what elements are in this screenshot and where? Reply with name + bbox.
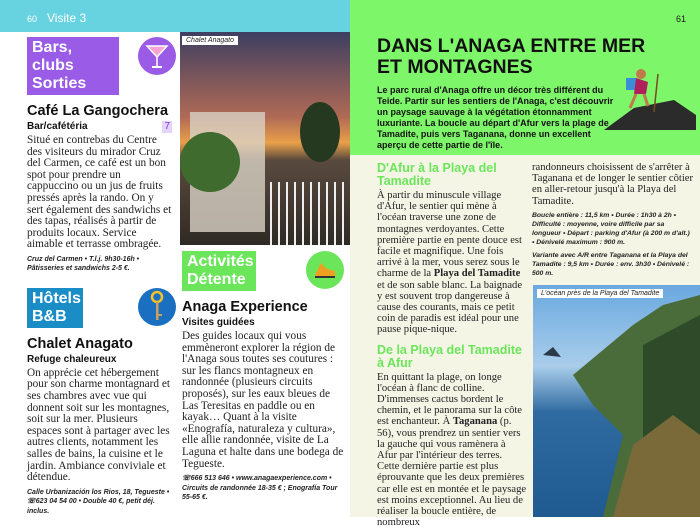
map-ref-badge: 7 [164,120,170,132]
page-number: 61 [676,14,687,24]
section-text [377,190,527,336]
hike-variant-info: Variante avec A/R entre Taganana et la Playa del Tamadite : 9,5 km • Durée : env. 3h30 • Dénivelé : 500 m. [532,251,690,277]
place-name: Taganana [452,416,498,428]
feature-intro: Le parc rural d'Anaga offre un décor très différent du Teide. Partir sur les sentiers de l'Anaga, c'est découvrir un paysage sauvage à la végétation étonnamment luxuriante. La boucle au départ d'Afur vers la plage de Tamadite, puis vers Taganana, donne un excellent aperçu de cette partie de l'île. [377,85,614,150]
text: À partir du minuscule village d'Afur, le sentier qui mène à l'océan traverse une zone de montagnes verdoyantes. Cette première partie en pente douce est facile et magnifique. Une fois arrivé à la mer, vous serez sous le charme de la [377,190,523,280]
venue-name: Anaga Experience [182,299,308,315]
category-bars: Bars, clubs Sorties [27,37,119,95]
text: (p. 56), vous prendrez un sentier vers la gauche qui vous ramènera à Afur par l'intérieur des terres. Cette dernière partie est plus éprouvante que les deux premières car elle est en montée et le paysage est moins exceptionnel. Au lieu de réaliser la boucle entière, de nombreux [377,416,527,528]
venue-type: Bar/cafétéria [27,121,88,132]
hike-info: Boucle entière : 11,5 km • Durée : 1h30 à 2h • Difficulté : moyenne, voire difficile par sa longueur • Départ : parking d'Afur (à 200 m d'alt.) • Dénivelé maximum : 900 m. [532,211,690,246]
feature-title: DANS L'ANAGA ENTRE MER ET MONTAGNES [377,35,646,78]
place-name: Playa del Tamadite [433,268,521,280]
venue-info: Calle Urbanización los Rios, 18, Tegueste • ☏623 04 54 00 • Double 40 €, petit déj. inclus. [27,488,170,515]
photo-caption: L'océan près de la Playa del Tamadite [537,289,663,298]
text: En quittant la plage, on longe l'océan à flanc de colline. D'immenses cactus bordent le chemin, et le panorama sur la côte est enchanteur. À [377,371,523,428]
venue-name: Café La Gangochera [27,103,169,119]
left-column [27,37,172,516]
key-icon [138,288,176,326]
venue-type: Refuge chaleureux [27,353,117,365]
venue-info: ☏666 513 646 • www.anagaexperience.com • Circuits de randonnée 18-35 € ; Enografía Tour 55-65 €. [182,475,338,501]
section-text [377,372,527,528]
venue-name: Chalet Anagato [27,335,133,352]
activities-header [182,251,344,291]
section-text-continued: randonneurs choisissent de s'arrêter à Taganana et de longer le sentier côtier en aller-retour jusqu'à la Playa del Tamadite. [532,162,694,207]
chalet-photo [180,32,350,245]
text: et de son sable blanc. La baignade y est souvent trop dangereuse à cause des courants, mais ce petit coin de paradis est idéal pour une pause pique-nique. [377,279,523,336]
photo-caption: Chalet Anagato [182,36,238,45]
bars-header [27,37,172,95]
section-title: Visite 3 [47,11,87,25]
venue-description: Des guides locaux qui vous emmèneront explorer la région de l'Anaga sous toutes ses coutures : sur les flancs montagneux en randonnée (plusieurs circuits proposés), sur les eaux bleues de Las Teresitas en paddle ou en kayak… Quant à la visite «Enografía, naturaleza y cultura», elle allie randonnée, visite de La Laguna et halte dans une bodega de Tegueste. [182,330,344,470]
hotels-header [27,288,172,328]
hiker-illustration [604,60,696,130]
activities-column [182,251,344,502]
cocktail-icon [138,37,176,75]
venue-subtitle-row [27,120,172,133]
venue-description: Situé en contrebas du Centre des visiteurs du mirador Cruz del Carmen, ce café est un bon spot pour prendre un cappuccino ou un jus de fruits pressés après la rando. On y sert également des sandwichs et des tapas, réalisés à partir de produits locaux. Service aimable et terrasse ombragée. [27,134,172,251]
venue-description: On apprécie cet hébergement pour son charme montagnard et ses chambres avec vue qui donnent soit sur les montagnes, soit sur la mer. Plusieurs espaces sont à partager avec les autres clients, notamment les salles de bains, la cuisine et le jardin. Ambiance conviviale et détendue. [27,366,171,484]
sneaker-icon [306,251,344,289]
category-hotels: Hôtels B&B [27,288,83,328]
section-heading: De la Playa del Tamadite à Afur [377,342,522,370]
venue-info: Cruz del Carmen • T.l.j. 9h30-16h • Pâtisseries et sandwichs 2-5 €. [27,255,140,273]
feature-column-1 [377,162,527,528]
coast-photo [533,285,700,517]
section-heading: D'Afur à la Playa del Tamadite [377,161,497,188]
feature-column-2 [532,162,694,278]
venue-type: Visites guidées [182,317,255,328]
category-activities: Activités Détente [182,251,256,291]
page-number: 60 [27,14,38,24]
